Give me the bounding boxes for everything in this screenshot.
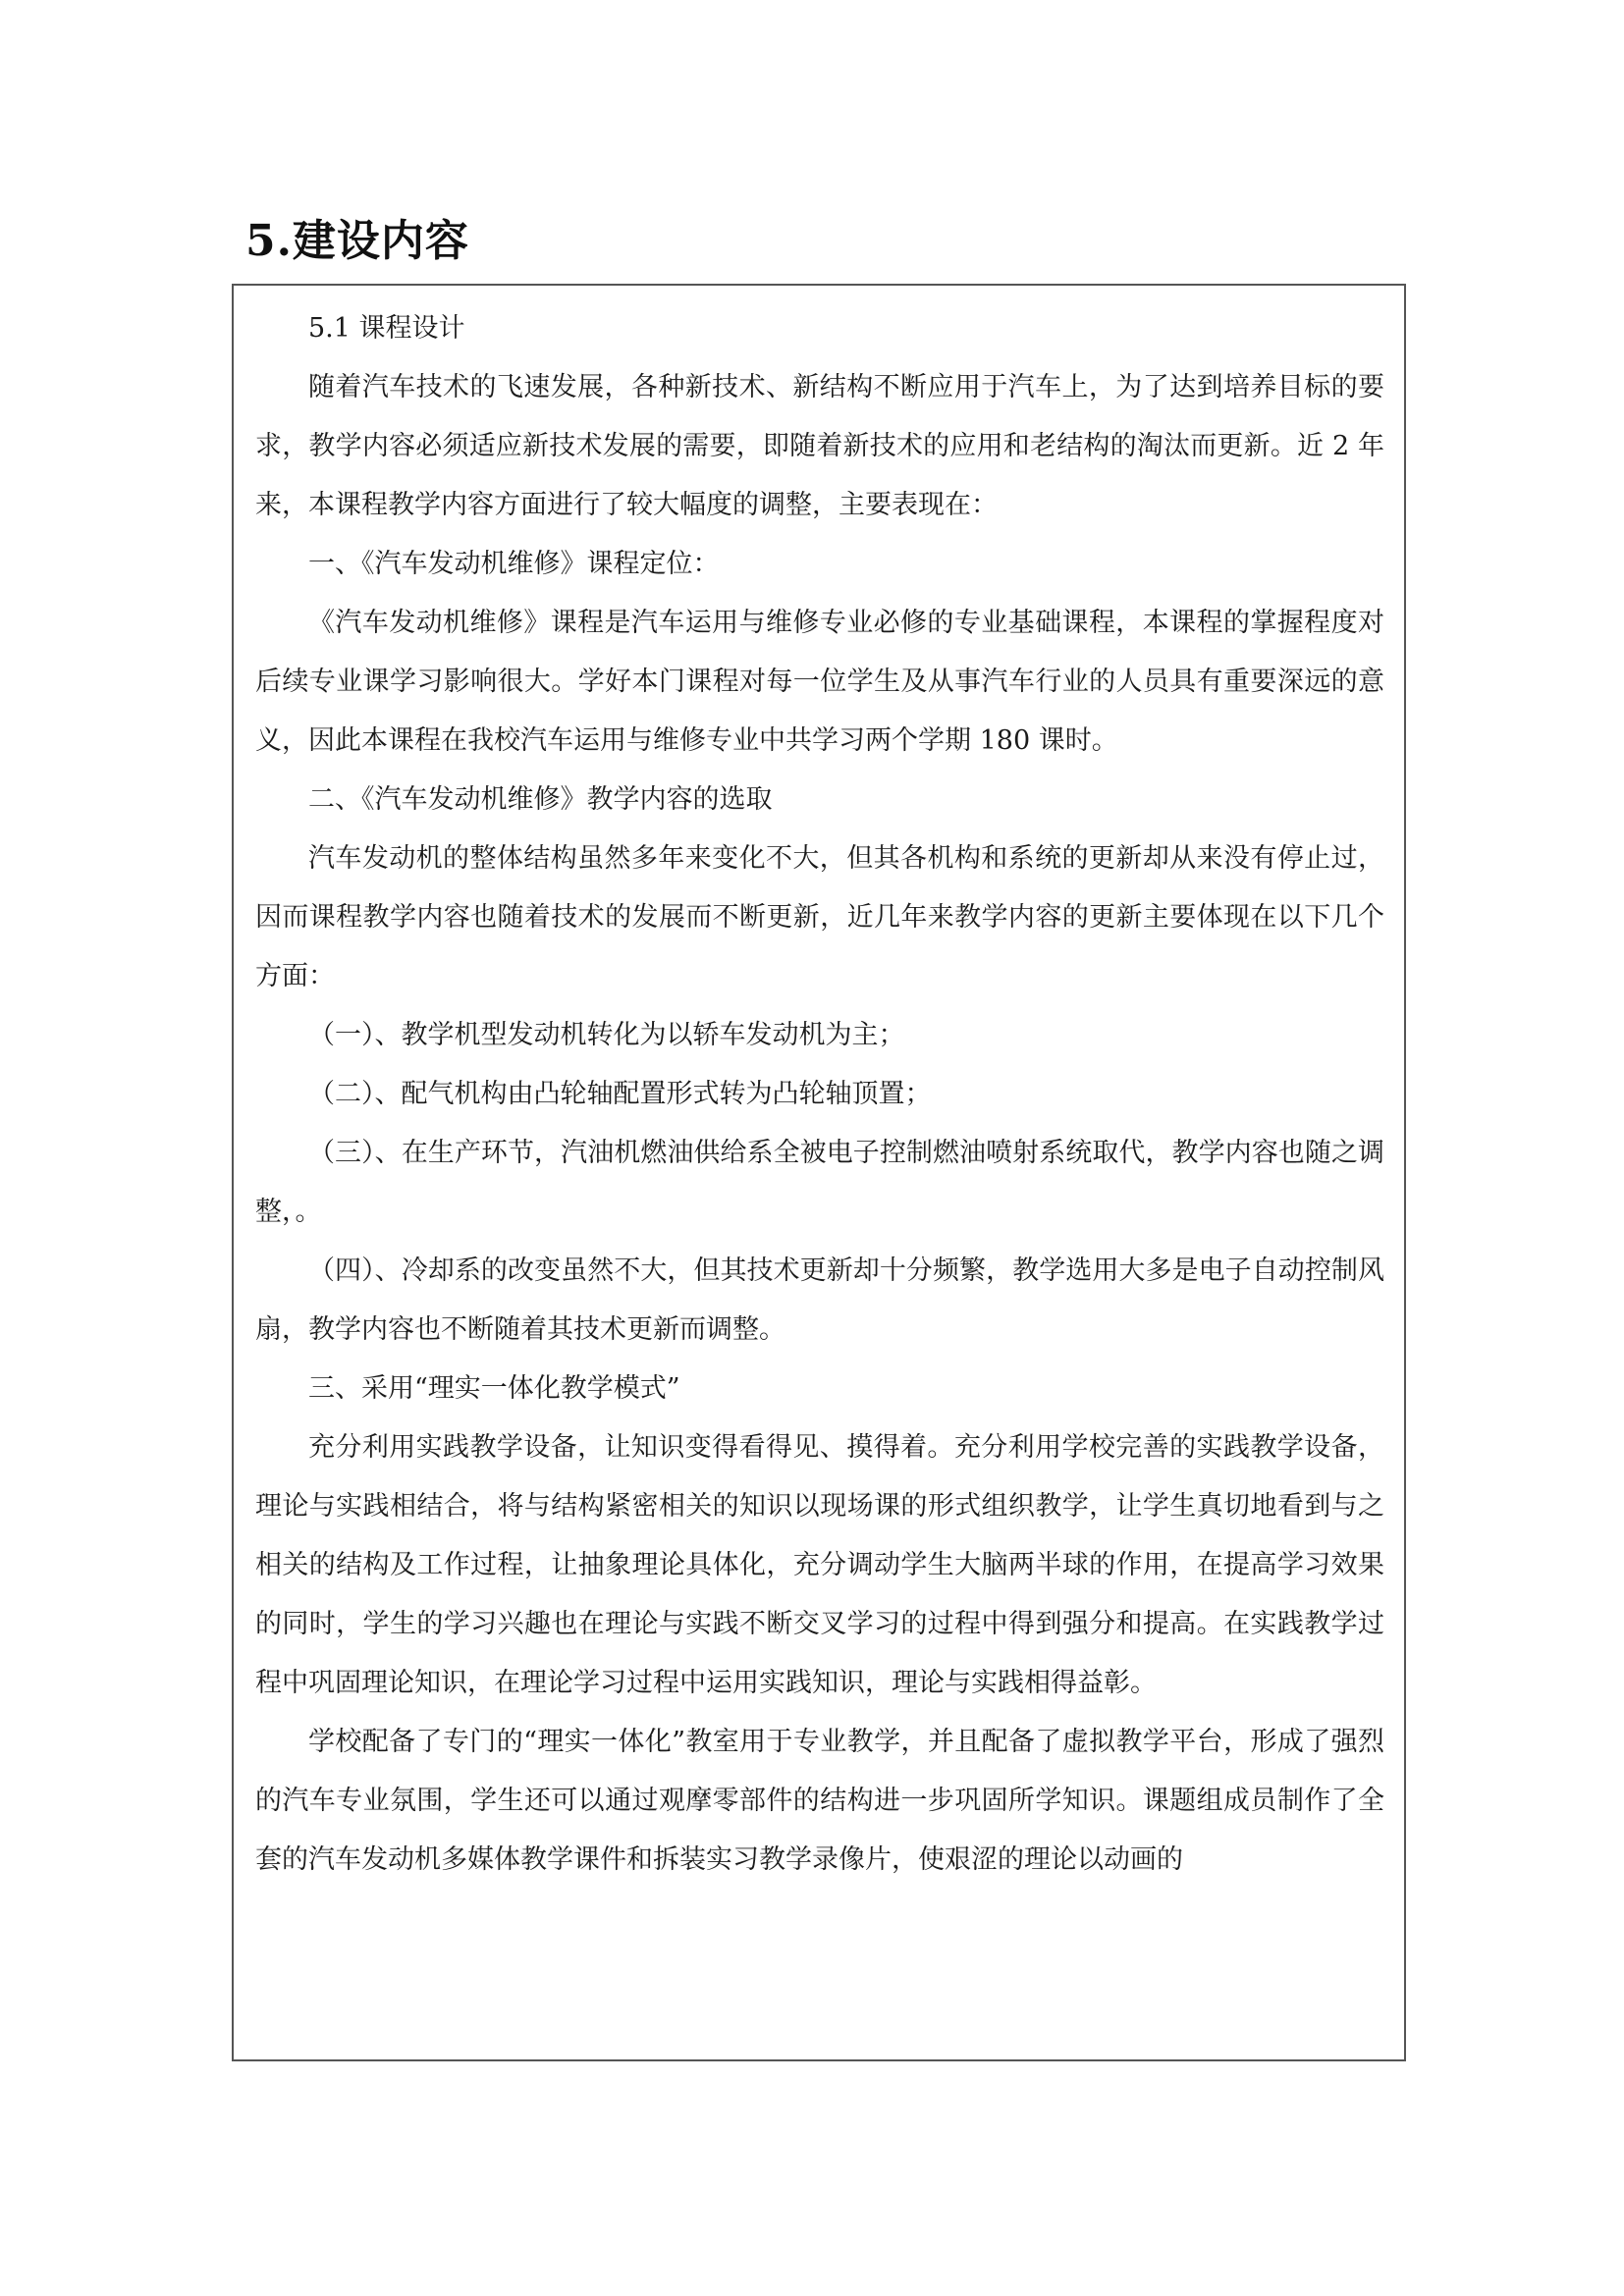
part1-title: 一、《汽车发动机维修》课程定位： (308, 549, 720, 579)
part3-paragraph: 充分利用实践教学设备，让知识变得看得见、摸得着。充分利用学校完善的实践教学设备，理论与实践相结合，将与结构紧密相关的知识以现场课的形式组织教学，让学生真切地看到与之相关的结构及工作过程，让抽象理论具体化，充分调动学生大脑两半球的作用，在提高学习效果的同时，学生的学习兴趣也在理论与实践不断交叉学习的过程中得到强分和提高。在实践教学过程中巩固理论知识，在理论学习过程中运用实践知识，理论与实践相得益彰。 (255, 1432, 1384, 1698)
section-title: 5.1 课程设计 (308, 313, 465, 344)
part1-paragraph: 《汽车发动机维修》课程是汽车运用与维修专业必修的专业基础课程，本课程的掌握程度对后续专业课学习影响很大。学好本门课程对每一位学生及从事汽车行业的人员具有重要深远的意义，因此本课程在我校汽车运用与维修专业中共学习两个学期 180 课时。 (255, 608, 1384, 756)
list-item: （三）、在生产环节，汽油机燃油供给系全被电子控制燃油喷射系统取代，教学内容也随之调整，。 (255, 1138, 1384, 1227)
list-item: （一）、教学机型发动机转化为以轿车发动机为主； (308, 1020, 905, 1050)
part2-title: 二、《汽车发动机维修》教学内容的选取 (308, 784, 773, 815)
content-box (232, 284, 1406, 2061)
page-title: 5.建设内容 (245, 216, 469, 266)
list-item: （四）、冷却系的改变虽然不大，但其技术更新却十分频繁，教学选用大多是电子自动控制风扇，教学内容也不断随着其技术更新而调整。 (255, 1255, 1384, 1345)
list-item: （二）、配气机构由凸轮轴配置形式转为凸轮轴顶置； (308, 1079, 932, 1109)
part2-paragraph: 汽车发动机的整体结构虽然多年来变化不大，但其各机构和系统的更新却从来没有停止过，因而课程教学内容也随着技术的发展而不断更新，近几年来教学内容的更新主要体现在以下几个方面： (255, 843, 1384, 991)
part3-paragraph-2: 学校配备了专门的“理实一体化”教室用于专业教学，并且配备了虚拟教学平台，形成了强烈的汽车专业氛围，学生还可以通过观摩零部件的结构进一步巩固所学知识。课题组成员制作了全套的汽车发动机多媒体教学课件和拆装实习教学录像片，使艰涩的理论以动画的 (255, 1727, 1384, 1875)
content-body (255, 299, 1384, 1890)
intro-paragraph: 随着汽车技术的飞速发展，各种新技术、新结构不断应用于汽车上，为了达到培养目标的要求，教学内容必须适应新技术发展的需要，即随着新技术的应用和老结构的淘汰而更新。近 2 年来，本课程教学内容方面进行了较大幅度的调整，主要表现在： (255, 372, 1384, 520)
part3-title: 三、采用“理实一体化教学模式” (308, 1373, 680, 1404)
